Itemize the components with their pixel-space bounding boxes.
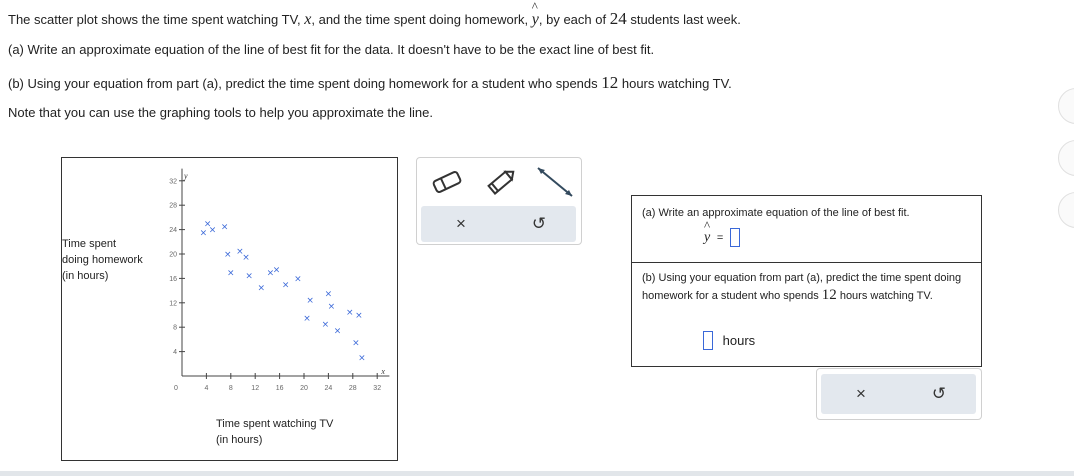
prediction-row — [703, 331, 755, 353]
scatter-point: × — [306, 295, 314, 306]
y-tick-label: 16 — [169, 275, 177, 283]
scatter-point: × — [321, 320, 330, 331]
scatter-plot-svg[interactable] — [62, 158, 397, 460]
bottom-strip — [0, 471, 1074, 476]
scatter-point: × — [358, 353, 366, 364]
problem-intro: The scatter plot shows the time spent watching TV, x, and the time spent doing homework, ^ y, by each of 24 students last week. — [8, 0, 741, 28]
scatter-point: × — [220, 222, 229, 233]
scatter-point: × — [266, 268, 275, 279]
answer-tools-panel — [816, 368, 982, 420]
pencil-icon — [483, 164, 519, 200]
part-a-question: (a) Write an approximate equation of the line of best fit for the data. It doesn't have to be the exact line of best fit. — [8, 42, 655, 57]
scatter-point: × — [223, 250, 232, 260]
equation-input[interactable] — [730, 228, 740, 247]
y-axis-letter: y — [184, 171, 188, 181]
clear-answer-button[interactable]: × — [856, 384, 866, 403]
x-axis-letter: x — [381, 367, 385, 376]
edge-circle-decoration — [1058, 88, 1074, 124]
y-hat-symbol: ^ y — [704, 217, 711, 245]
equation-row: ^ y = — [704, 228, 740, 250]
y-hat-variable: ^ y — [531, 0, 539, 28]
x-tick-label: 12 — [251, 385, 260, 392]
scatter-point: × — [227, 268, 235, 279]
answer-part-b-label: (b) Using your equation from part (a), predict the time spent doing homework for a student who spends 12 hours watching TV. — [642, 272, 962, 303]
x-tick-label: 8 — [228, 385, 233, 392]
x-tick-label: 20 — [300, 385, 308, 392]
scatter-point: × — [208, 225, 217, 236]
y-axis-label: Time spent doing homework (in hours) — [62, 238, 143, 282]
scatter-point: × — [272, 265, 281, 276]
line-tool-button[interactable] — [535, 164, 571, 200]
y-tick-label: 8 — [173, 324, 177, 332]
x-axis-label: Time spent watching TV (in hours) — [216, 418, 334, 446]
scatter-point: × — [355, 311, 363, 321]
scatter-point: × — [324, 289, 333, 300]
clear-graph-button[interactable]: × — [456, 214, 466, 233]
edge-circle-decoration — [1058, 192, 1074, 228]
y-tick-label: 20 — [169, 251, 177, 259]
part-b-question: (b) Using your equation from part (a), predict the time spent doing homework for a student who spends 12 hours watching TV. — [8, 73, 732, 92]
y-tick-label: 32 — [169, 178, 177, 186]
undo-graph-button[interactable]: ↺ — [531, 214, 547, 233]
eraser-icon — [429, 164, 465, 200]
scatter-point: × — [333, 326, 342, 337]
answer-tools-bar — [821, 374, 976, 414]
y-tick-label: 24 — [169, 227, 177, 235]
y-tick-label: 12 — [169, 300, 177, 308]
pencil-tool-button[interactable] — [483, 164, 519, 200]
x-tick-label: 16 — [275, 385, 284, 392]
eraser-tool-button[interactable] — [429, 164, 465, 200]
x-tick-label: 28 — [348, 385, 357, 392]
edge-circle-decoration — [1058, 140, 1074, 176]
scatter-plot-graph[interactable] — [61, 157, 398, 461]
scatter-point: × — [294, 274, 302, 285]
x-tick-label: 32 — [373, 385, 382, 392]
scatter-point: × — [345, 307, 354, 318]
y-tick-label: 4 — [173, 349, 177, 357]
scatter-point: × — [303, 314, 311, 325]
y-tick-label: 28 — [169, 202, 177, 210]
prediction-input[interactable] — [703, 331, 713, 350]
scatter-point: × — [236, 246, 244, 257]
scatter-point: × — [352, 338, 360, 349]
graph-tools-bar — [421, 206, 576, 242]
answer-part-a-label: (a) Write an approximate equation of the line of best fit. — [642, 207, 910, 219]
x-variable: x — [304, 11, 312, 28]
scatter-point: × — [257, 283, 266, 294]
graphing-tools-panel — [416, 157, 582, 245]
hours-unit-label: hours — [722, 333, 756, 348]
scatter-point: × — [327, 301, 336, 312]
answer-box — [631, 195, 982, 367]
x-tick-label: 24 — [324, 385, 333, 392]
undo-answer-button[interactable]: ↺ — [931, 384, 947, 403]
scatter-point: × — [242, 253, 250, 264]
origin-label: 0 — [174, 385, 178, 392]
scatter-point: × — [245, 271, 253, 282]
student-count: 24 — [609, 9, 627, 28]
x-tick-label: 4 — [204, 385, 209, 392]
note-text: Note that you can use the graphing tools to help you approximate the line. — [8, 105, 433, 120]
scatter-point: × — [203, 219, 212, 230]
scatter-point: × — [199, 228, 208, 239]
line-tool-icon — [535, 164, 575, 200]
answer-divider — [632, 262, 981, 263]
scatter-point: × — [281, 280, 290, 291]
